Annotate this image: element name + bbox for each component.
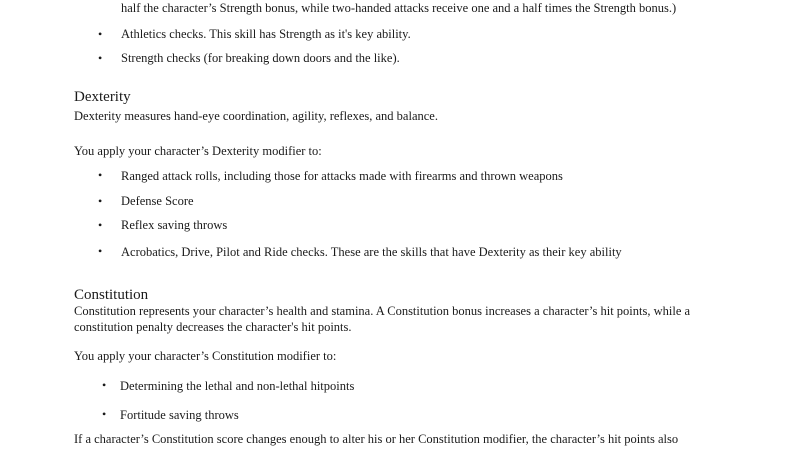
bullet: • bbox=[98, 168, 103, 182]
bullet: • bbox=[98, 51, 103, 65]
dexterity-apply-intro: You apply your character’s Dexterity modifier to: bbox=[74, 144, 322, 158]
constitution-apply-intro: You apply your character’s Constitution modifier to: bbox=[74, 349, 337, 363]
bullet: • bbox=[98, 218, 103, 232]
dexterity-item-ranged: Ranged attack rolls, including those for attacks made with firearms and thrown weapons bbox=[121, 169, 563, 183]
constitution-item-fortitude: Fortitude saving throws bbox=[120, 408, 239, 422]
bullet: • bbox=[98, 27, 103, 41]
bullet: • bbox=[98, 244, 103, 258]
dexterity-item-skills: Acrobatics, Drive, Pilot and Ride checks. These are the skills that have Dexterity as their key ability bbox=[121, 245, 622, 259]
strength-item-athletics: Athletics checks. This skill has Strength as it's key ability. bbox=[121, 27, 411, 41]
constitution-closing-line: If a character’s Constitution score changes enough to alter his or her Constitution modifier, the character’s hit points also bbox=[74, 432, 679, 446]
dexterity-description: Dexterity measures hand-eye coordination, agility, reflexes, and balance. bbox=[74, 109, 438, 123]
strength-item-checks: Strength checks (for breaking down doors and the like). bbox=[121, 51, 400, 65]
strength-continued-line: half the character’s Strength bonus, while two-handed attacks receive one and a half times the Strength bonus.) bbox=[121, 1, 677, 15]
bullet: • bbox=[98, 194, 103, 208]
bullet: • bbox=[102, 378, 107, 392]
constitution-description-line1: Constitution represents your character’s health and stamina. A Constitution bonus increases a character’s hit points, while a bbox=[74, 304, 691, 318]
bullet: • bbox=[102, 407, 107, 421]
constitution-description-line2: constitution penalty decreases the character's hit points. bbox=[74, 320, 352, 334]
dexterity-item-reflex: Reflex saving throws bbox=[121, 218, 228, 232]
constitution-item-hitpoints: Determining the lethal and non-lethal hitpoints bbox=[120, 379, 355, 393]
dexterity-heading: Dexterity bbox=[74, 89, 131, 105]
dexterity-item-defense: Defense Score bbox=[121, 194, 194, 208]
constitution-heading: Constitution bbox=[74, 287, 149, 303]
